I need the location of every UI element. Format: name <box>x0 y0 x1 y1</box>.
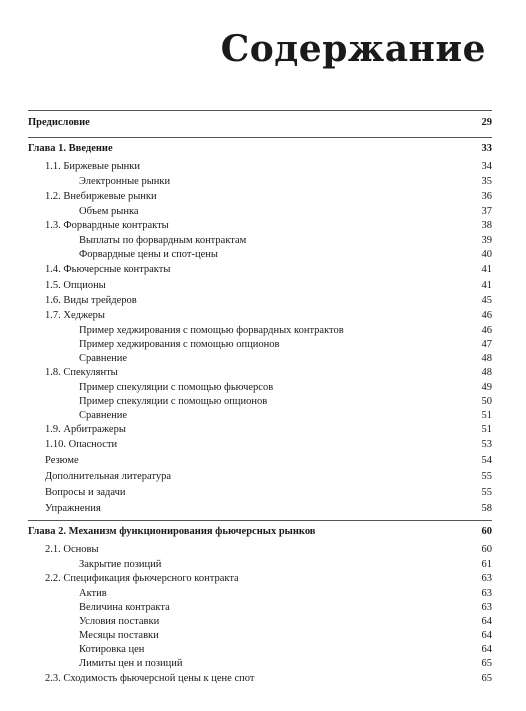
divider-chapter-1 <box>28 137 492 138</box>
toc-entry-page: 51 <box>481 410 492 421</box>
toc-entry[interactable] <box>28 190 492 203</box>
toc-entry[interactable] <box>28 572 492 585</box>
toc-entry[interactable] <box>28 601 492 614</box>
toc-entry-page: 37 <box>481 206 492 217</box>
toc-entry[interactable] <box>28 502 492 515</box>
toc-entry-label: 1.2. Внебиржевые рынки <box>45 191 157 202</box>
toc-entry-label: Пример спекуляции с помощью опционов <box>79 396 268 407</box>
toc-entry-label: Дополнительная литература <box>45 471 171 482</box>
toc-entry-page: 38 <box>481 220 492 231</box>
toc-entry-page: 47 <box>481 339 492 350</box>
toc-entry-page: 29 <box>481 117 492 128</box>
toc-entry[interactable] <box>28 352 492 365</box>
toc-entry[interactable] <box>28 381 492 394</box>
toc-entry-page: 55 <box>481 471 492 482</box>
toc-entry[interactable] <box>28 543 492 556</box>
toc-entry-label: Актив <box>79 588 107 599</box>
toc-entry-label: Пример спекуляции с помощью фьючерсов <box>79 382 274 393</box>
toc-entry-page: 41 <box>481 280 492 291</box>
toc-entry[interactable] <box>28 248 492 261</box>
toc-entry[interactable] <box>28 205 492 218</box>
toc-entry-page: 33 <box>481 143 492 154</box>
toc-entry-label: Величина контракта <box>79 602 170 613</box>
toc-entry-page: 45 <box>481 295 492 306</box>
toc-entry[interactable] <box>28 615 492 628</box>
toc-entry[interactable] <box>28 219 492 232</box>
toc-entry[interactable] <box>28 672 492 685</box>
toc-entry-label: Вопросы и задачи <box>45 487 126 498</box>
toc-entry[interactable] <box>28 657 492 670</box>
toc-entry[interactable] <box>28 175 492 188</box>
toc-entry[interactable] <box>28 423 492 436</box>
toc-entry-page: 34 <box>481 161 492 172</box>
toc-entry-page: 48 <box>481 367 492 378</box>
toc-entry[interactable] <box>28 234 492 247</box>
toc-entry[interactable] <box>28 629 492 642</box>
toc-entry-page: 63 <box>481 588 492 599</box>
toc-entry-page: 35 <box>481 176 492 187</box>
toc-entry[interactable] <box>28 366 492 379</box>
toc-entry-page: 36 <box>481 191 492 202</box>
toc-entry-label: 1.8. Спекулянты <box>45 367 118 378</box>
toc-entry-page: 64 <box>481 616 492 627</box>
toc-entry-page: 46 <box>481 310 492 321</box>
toc-entry-label: 1.7. Хеджеры <box>45 310 105 321</box>
toc-entry-page: 40 <box>481 249 492 260</box>
toc-entry-label: Пример хеджирования с помощью опционов <box>79 339 280 350</box>
toc-entry-label: 1.10. Опасности <box>45 439 118 450</box>
toc-entry[interactable] <box>28 409 492 422</box>
toc-entry-label: Резюме <box>45 455 79 466</box>
toc-entry[interactable] <box>28 263 492 276</box>
toc-entry[interactable] <box>28 525 492 538</box>
toc-entry-page: 64 <box>481 644 492 655</box>
toc-entry[interactable] <box>28 587 492 600</box>
toc-entry-label: Закрытие позиций <box>79 559 162 570</box>
toc-entry-page: 63 <box>481 573 492 584</box>
toc-entry[interactable] <box>28 486 492 499</box>
toc-entry-page: 54 <box>481 455 492 466</box>
toc-entry-page: 61 <box>481 559 492 570</box>
toc-entry[interactable] <box>28 395 492 408</box>
toc-entry-label: 1.9. Арбитражеры <box>45 424 126 435</box>
divider-chapter-2 <box>28 520 492 521</box>
toc-entry-label: 1.1. Биржевые рынки <box>45 161 140 172</box>
toc-entry-page: 50 <box>481 396 492 407</box>
toc-entry-label: 1.3. Форвардные контракты <box>45 220 169 231</box>
toc-entry-page: 60 <box>481 526 492 537</box>
toc-entry-label: 2.2. Спецификация фьючерсного контракта <box>45 573 239 584</box>
toc-entry-label: 2.1. Основы <box>45 544 99 555</box>
toc-entry-page: 63 <box>481 602 492 613</box>
toc-entry-label: 1.4. Фьючерсные контракты <box>45 264 171 275</box>
toc-entry-page: 39 <box>481 235 492 246</box>
toc-entry[interactable] <box>28 279 492 292</box>
toc-entry[interactable] <box>28 324 492 337</box>
toc-entry-label: Пример хеджирования с помощью форвардных контрактов <box>79 325 344 336</box>
page-title: Содержание <box>220 28 486 70</box>
toc-entry[interactable] <box>28 558 492 571</box>
toc-entry-label: Сравнение <box>79 410 128 421</box>
toc-entry-page: 55 <box>481 487 492 498</box>
toc-entry[interactable] <box>28 309 492 322</box>
divider-top <box>28 110 492 111</box>
toc-entry-label: Глава 2. Механизм функционирования фьючерсных рынков <box>28 526 316 537</box>
toc-entry-label: Электронные рынки <box>79 176 171 187</box>
toc-entry[interactable] <box>28 454 492 467</box>
toc-entry-label: Сравнение <box>79 353 128 364</box>
toc-entry[interactable] <box>28 160 492 173</box>
toc-entry-page: 46 <box>481 325 492 336</box>
toc-entry-label: Котировка цен <box>79 644 145 655</box>
toc-entry-label: Месяцы поставки <box>79 630 159 641</box>
toc-entry-label: 2.3. Сходимость фьючерсной цены к цене спот <box>45 673 255 684</box>
toc-entry-page: 41 <box>481 264 492 275</box>
toc-entry-label: Лимиты цен и позиций <box>79 658 183 669</box>
toc-entry-page: 51 <box>481 424 492 435</box>
toc-entry-label: Предисловие <box>28 117 90 128</box>
toc-entry[interactable] <box>28 643 492 656</box>
toc-entry[interactable] <box>28 438 492 451</box>
toc-entry-label: 1.5. Опционы <box>45 280 106 291</box>
toc-entry[interactable] <box>28 338 492 351</box>
toc-entry-page: 65 <box>481 658 492 669</box>
toc-entry[interactable] <box>28 116 492 129</box>
toc-entry-page: 48 <box>481 353 492 364</box>
toc-entry-label: Глава 1. Введение <box>28 143 113 154</box>
toc-entry-page: 53 <box>481 439 492 450</box>
toc-entry-page: 60 <box>481 544 492 555</box>
toc-entry-page: 65 <box>481 673 492 684</box>
toc-entry-page: 58 <box>481 503 492 514</box>
toc-entry[interactable] <box>28 470 492 483</box>
toc-entry-page: 49 <box>481 382 492 393</box>
toc-entry[interactable] <box>28 142 492 155</box>
toc-entry-label: Упражнения <box>45 503 101 514</box>
toc-entry-page: 64 <box>481 630 492 641</box>
toc-entry-label: Форвардные цены и спот-цены <box>79 249 218 260</box>
toc-entry[interactable] <box>28 294 492 307</box>
toc-entry-label: Объем рынка <box>79 206 139 217</box>
toc-entry-label: Условия поставки <box>79 616 160 627</box>
toc-entry-label: Выплаты по форвардным контрактам <box>79 235 247 246</box>
toc-entry-label: 1.6. Виды трейдеров <box>45 295 137 306</box>
